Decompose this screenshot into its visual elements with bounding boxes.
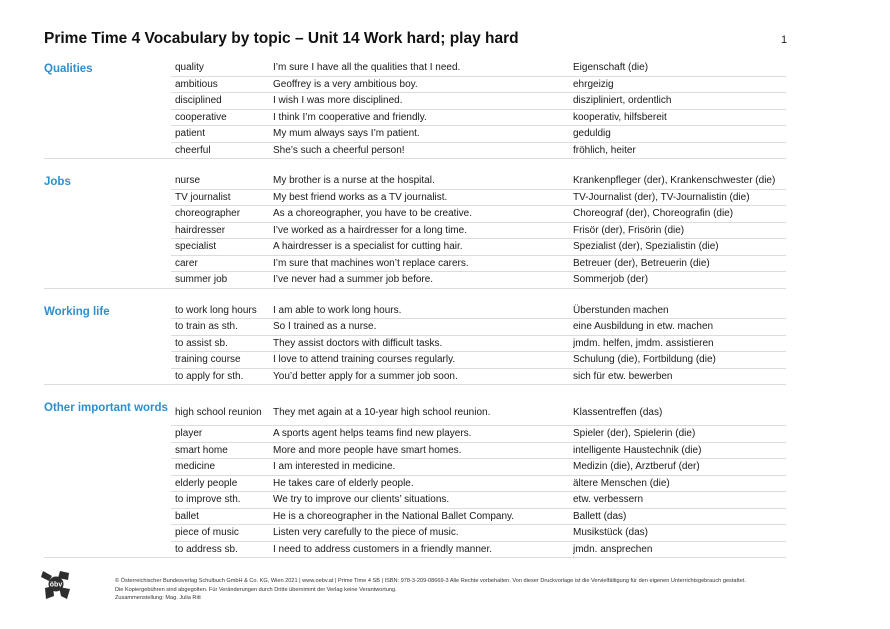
example-sentence: My mum always says I’m patient. <box>273 128 420 139</box>
vocab-word: to assist sb. <box>175 337 228 349</box>
vocab-section <box>44 173 786 289</box>
vocab-word: choreographer <box>175 208 241 219</box>
example-sentence: Listen very carefully to the piece of music. <box>273 527 459 538</box>
vocab-row <box>171 93 786 110</box>
vocab-row <box>171 60 786 77</box>
german-translation: ehrgeizig <box>573 78 614 90</box>
german-translation: Klassentreffen (das) <box>573 406 663 418</box>
footer-line: Die Kopiergebühren sind abgegolten. Für Veränderungen durch Dritte übernimmt der Verlag keine Verantwortung. <box>115 586 397 593</box>
vocab-word: patient <box>175 128 206 139</box>
german-translation: Choreograf (der), Choreografin (die) <box>573 208 734 219</box>
vocab-row <box>171 77 786 94</box>
german-translation: Überstunden machen <box>573 304 669 316</box>
example-sentence: They met again at a 10-year high school reunion. <box>273 406 491 418</box>
example-sentence: I am interested in medicine. <box>273 461 396 472</box>
vocab-row <box>171 223 786 240</box>
example-sentence: A sports agent helps teams find new players. <box>273 428 472 439</box>
section-rows <box>171 60 786 159</box>
section-rows <box>171 173 786 289</box>
logo-text: öbv <box>49 581 63 589</box>
vocab-row <box>171 336 786 353</box>
section-rows <box>171 303 786 386</box>
footer-line: © Österreichischer Bundesverlag Schulbuch GmbH & Co. KG, Wien 2021 | www.oebv.at | Prime Time 4 SB | ISBN: 978-3-209-08669-3 Alle Rechte vorbehalten. Von dieser Druckvorlage ist die Vervielfältigung für den eigenen Unterrichtsgebrauch gestattet. <box>115 578 746 584</box>
vocab-word: hairdresser <box>175 224 226 236</box>
vocab-word: nurse <box>175 175 201 186</box>
vocab-row <box>171 143 786 160</box>
vocab-row <box>171 542 786 559</box>
vocab-word: summer job <box>175 274 228 285</box>
example-sentence: A hairdresser is a specialist for cutting hair. <box>273 241 463 252</box>
footer-line: Zusammenstellung: Mag. Julia Ritt <box>115 595 201 602</box>
german-translation: Schulung (die), Fortbildung (die) <box>573 354 716 365</box>
vocab-row <box>171 426 786 443</box>
vocab-row <box>171 492 786 509</box>
vocab-row <box>171 525 786 542</box>
section-heading: Jobs <box>44 173 171 289</box>
vocab-word: cooperative <box>175 111 227 123</box>
oebv-logo <box>39 569 73 608</box>
german-translation: sich für etw. bewerben <box>573 370 673 382</box>
german-translation: diszipliniert, ordentlich <box>573 95 672 106</box>
example-sentence: I wish I was more disciplined. <box>273 95 403 106</box>
vocab-row <box>171 319 786 336</box>
example-sentence: I need to address customers in a friendly manner. <box>273 543 493 555</box>
section-heading: Other important words <box>44 399 171 558</box>
vocab-word: elderly people <box>175 477 238 489</box>
german-translation: Krankenpfleger (der), Krankenschwester (die) <box>573 175 776 186</box>
example-sentence: She’s such a cheerful person! <box>273 144 405 156</box>
vocab-word: to train as sth. <box>175 321 238 332</box>
vocab-word: to address sb. <box>175 543 238 555</box>
example-sentence: So I trained as a nurse. <box>273 321 377 332</box>
example-sentence: I’m sure that machines won’t replace carers. <box>273 257 469 269</box>
vocab-row <box>171 352 786 369</box>
vocab-row <box>171 206 786 223</box>
example-sentence: They assist doctors with difficult tasks. <box>273 337 443 349</box>
example-sentence: He is a choreographer in the National Ballet Company. <box>273 510 515 522</box>
german-translation: Eigenschaft (die) <box>573 62 649 73</box>
german-translation: TV-Journalist (der), TV-Journalistin (die) <box>573 191 750 203</box>
vocab-word: disciplined <box>175 95 222 106</box>
example-sentence: I’ve never had a summer job before. <box>273 274 434 285</box>
example-sentence: We try to improve our clients’ situations. <box>273 494 450 505</box>
vocab-word: cheerful <box>175 144 211 156</box>
vocab-row <box>171 303 786 320</box>
german-translation: ältere Menschen (die) <box>573 477 670 489</box>
example-sentence: I think I’m cooperative and friendly. <box>273 111 427 123</box>
vocab-row <box>171 256 786 273</box>
vocab-row <box>171 399 786 426</box>
vocab-row <box>171 443 786 460</box>
german-translation: jmdn. ansprechen <box>573 543 653 555</box>
vocab-word: medicine <box>175 461 216 472</box>
german-translation: Ballett (das) <box>573 510 627 522</box>
vocab-word: piece of music <box>175 527 239 538</box>
vocab-word: high school reunion <box>175 406 262 418</box>
example-sentence: I love to attend training courses regularly. <box>273 354 456 365</box>
vocab-row <box>171 110 786 127</box>
example-sentence: Geoffrey is a very ambitious boy. <box>273 78 418 90</box>
vocab-word: ambitious <box>175 78 218 90</box>
vocab-row <box>171 190 786 207</box>
vocab-word: smart home <box>175 444 228 456</box>
german-translation: Sommerjob (der) <box>573 274 649 285</box>
vocab-word: TV journalist <box>175 191 231 203</box>
example-sentence: My best friend works as a TV journalist. <box>273 191 448 203</box>
example-sentence: More and more people have smart homes. <box>273 444 462 456</box>
example-sentence: You’d better apply for a summer job soon. <box>273 370 458 382</box>
vocab-word: to work long hours <box>175 304 257 316</box>
vocab-row <box>171 369 786 386</box>
german-translation: kooperativ, hilfsbereit <box>573 111 667 123</box>
example-sentence: I am able to work long hours. <box>273 304 402 316</box>
german-translation: Spezialist (der), Spezialistin (die) <box>573 241 719 252</box>
vocab-word: training course <box>175 354 241 365</box>
german-translation: Spieler (der), Spielerin (die) <box>573 428 696 439</box>
vocab-word: specialist <box>175 241 217 252</box>
section-heading: Qualities <box>44 60 171 159</box>
vocabulary-table <box>44 60 786 572</box>
example-sentence: I’m sure I have all the qualities that I need. <box>273 62 461 73</box>
section-heading: Working life <box>44 303 171 386</box>
page-title: Prime Time 4 Vocabulary by topic – Unit 14 Work hard; play hard <box>44 30 519 47</box>
vocab-row <box>171 173 786 190</box>
vocab-word: player <box>175 428 203 439</box>
vocab-row <box>171 509 786 526</box>
example-sentence: I’ve worked as a hairdresser for a long time. <box>273 224 467 236</box>
vocab-word: to apply for sth. <box>175 370 244 382</box>
vocab-row <box>171 126 786 143</box>
footer-notice <box>115 577 746 603</box>
vocab-section <box>44 399 786 558</box>
example-sentence: He takes care of elderly people. <box>273 477 414 489</box>
vocab-section <box>44 60 786 159</box>
german-translation: fröhlich, heiter <box>573 144 636 156</box>
german-translation: geduldig <box>573 128 611 139</box>
vocab-word: carer <box>175 257 198 269</box>
german-translation: Musikstück (das) <box>573 527 649 538</box>
vocab-row <box>171 459 786 476</box>
german-translation: eine Ausbildung in etw. machen <box>573 321 714 332</box>
vocab-row <box>171 239 786 256</box>
vocab-row <box>171 272 786 289</box>
vocab-word: quality <box>175 62 204 73</box>
section-rows <box>171 399 786 558</box>
german-translation: Frisör (der), Frisörin (die) <box>573 224 685 236</box>
vocab-section <box>44 303 786 386</box>
german-translation: jmdm. helfen, jmdm. assistieren <box>573 337 714 349</box>
page-number: 1 <box>781 34 788 46</box>
german-translation: intelligente Haustechnik (die) <box>573 444 702 456</box>
german-translation: etw. verbessern <box>573 494 644 505</box>
example-sentence: My brother is a nurse at the hospital. <box>273 175 435 186</box>
vocab-word: to improve sth. <box>175 494 241 505</box>
german-translation: Betreuer (der), Betreuerin (die) <box>573 257 710 269</box>
vocab-word: ballet <box>175 510 199 522</box>
example-sentence: As a choreographer, you have to be creative. <box>273 208 473 219</box>
oebv-logo-icon <box>39 569 73 603</box>
german-translation: Medizin (die), Arztberuf (der) <box>573 461 700 472</box>
vocab-row <box>171 476 786 493</box>
